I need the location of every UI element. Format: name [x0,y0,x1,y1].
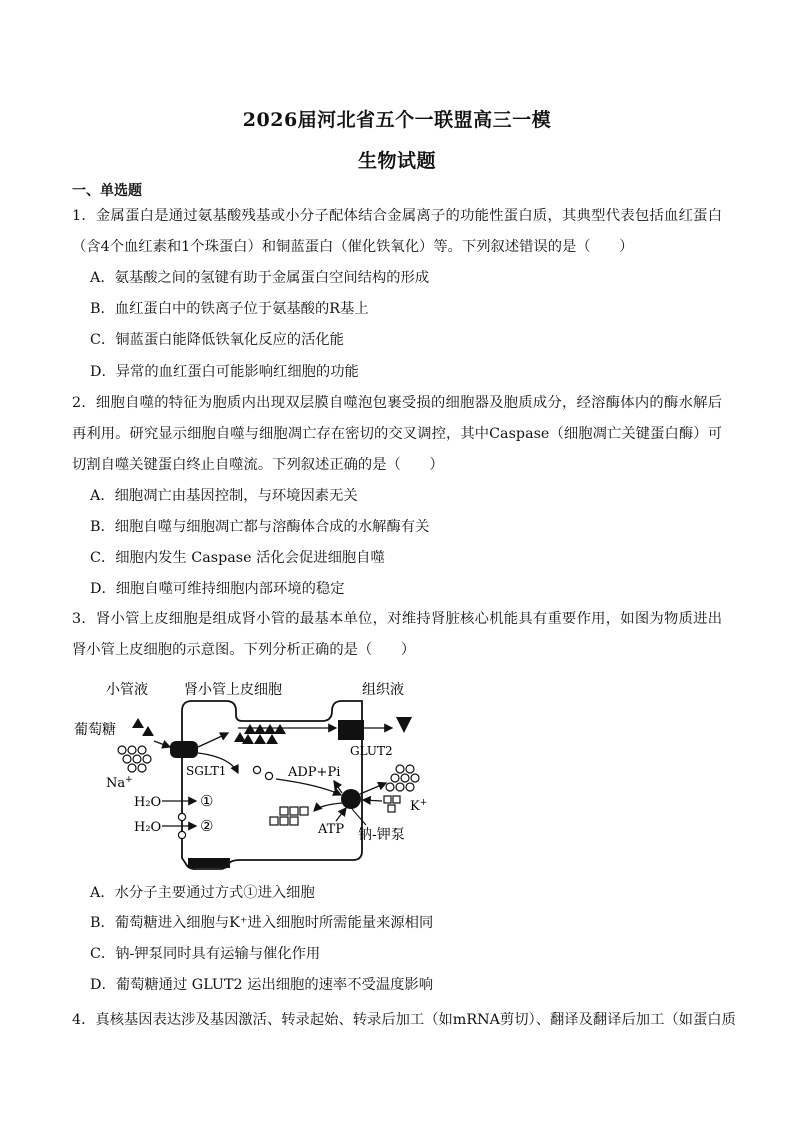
glucose-triangles-outside [132,718,154,736]
question-1-stem: 1．金属蛋白是通过氨基酸残基或小分子配体结合金属离子的功能性蛋白质，其典型代表包括血红蛋白（含4个血红素和1个珠蛋白）和铜蓝蛋白（催化铁氧化）等。下列叙述错误的是（ ） [72,208,722,255]
glucose-triangles-inside [234,724,286,744]
k-squares-tissue [384,796,400,812]
question-3-option-a[interactable]: A．水分子主要通过方式①进入细胞 [90,885,315,901]
question-2-option-a[interactable]: A．细胞凋亡由基因控制，与环境因素无关 [90,488,358,504]
label-water-1: H₂O [134,795,162,810]
label-tissue-fluid: 组织液 [362,682,404,698]
question-1-option-d[interactable]: D．异常的血红蛋白可能影响红细胞的功能 [90,364,359,380]
question-1-option-c[interactable]: C．铜蓝蛋白能降低铁氧化反应的活化能 [90,332,344,348]
section-label: 一、单选题 [72,183,142,199]
exam-subject: 生物试题 [357,150,436,172]
question-1-option-b[interactable]: B．血红蛋白中的铁离子位于氨基酸的R基上 [90,301,369,317]
question-3-option-c[interactable]: C．钠-钾泵同时具有运输与催化作用 [90,946,321,962]
bottom-channel [188,858,230,868]
k-squares-inside [270,807,308,825]
label-k: K+ [410,798,428,814]
question-2-option-b[interactable]: B．细胞自噬与细胞凋亡都与溶酶体合成的水解酶有关 [90,519,430,535]
kidney-cell-diagram [70,675,430,875]
na-circles-tissue [386,765,419,791]
na-circles-outside [118,746,151,772]
exam-title: 2026届河北省五个一联盟高三一模 [242,109,552,131]
label-route-2: ② [200,817,214,835]
label-epithelial-cell: 肾小管上皮细胞 [184,682,282,698]
question-2-stem: 2．细胞自噬的特征为胞质内出现双层膜自噬泡包裹受损的细胞器及胞质成分，经溶酶体内的酶水解后再利用。研究显示细胞自噬与细胞凋亡存在密切的交叉调控，其中Caspase（细胞凋亡关键蛋白酶）可切割自噬关键蛋白终止自噬流。下列叙述正确的是（ ） [72,395,722,473]
question-3-stem: 3．肾小管上皮细胞是组成肾小管的最基本单位，对维持肾脏核心机能具有重要作用，如图为物质进出肾小管上皮细胞的示意图。下列分析正确的是（ ） [72,611,722,658]
question-3-option-d[interactable]: D．葡萄糖通过 GLUT2 运出细胞的速率不受温度影响 [90,977,434,993]
label-sglt1: SGLT1 [186,764,227,778]
glut2-transporter [338,720,364,740]
question-4-stem: 4．真核基因表达涉及基因激活、转录起始、转录后加工（如mRNA剪切）、翻译及翻译后加工（如蛋白质 [72,1012,736,1028]
glucose-triangle-out [396,717,412,733]
label-water-2: H₂O [134,820,162,835]
question-2-option-c[interactable]: C．细胞内发生 Caspase 活化会促进细胞自噬 [90,550,385,566]
na-k-pump [341,789,361,809]
question-2-option-d[interactable]: D．细胞自噬可维持细胞内部环境的稳定 [90,581,345,597]
cell-membrane [182,701,362,869]
label-tubule-fluid: 小管液 [106,682,148,698]
question-1-option-a[interactable]: A．氨基酸之间的氢键有助于金属蛋白空间结构的形成 [90,270,430,286]
label-adp-pi: ADP+Pi [288,765,341,780]
label-atp: ATP [318,822,345,837]
sglt1-transporter [170,741,198,758]
label-glut2: GLUT2 [350,744,393,758]
na-circles-inside [253,766,272,779]
label-route-1: ① [200,792,214,810]
label-na: Na+ [106,775,133,791]
question-3-option-b[interactable]: B．葡萄糖进入细胞与K⁺进入细胞时所需能量来源相同 [90,915,434,931]
label-glucose: 葡萄糖 [74,722,116,738]
label-na-k-pump: 钠-钾泵 [358,827,405,843]
